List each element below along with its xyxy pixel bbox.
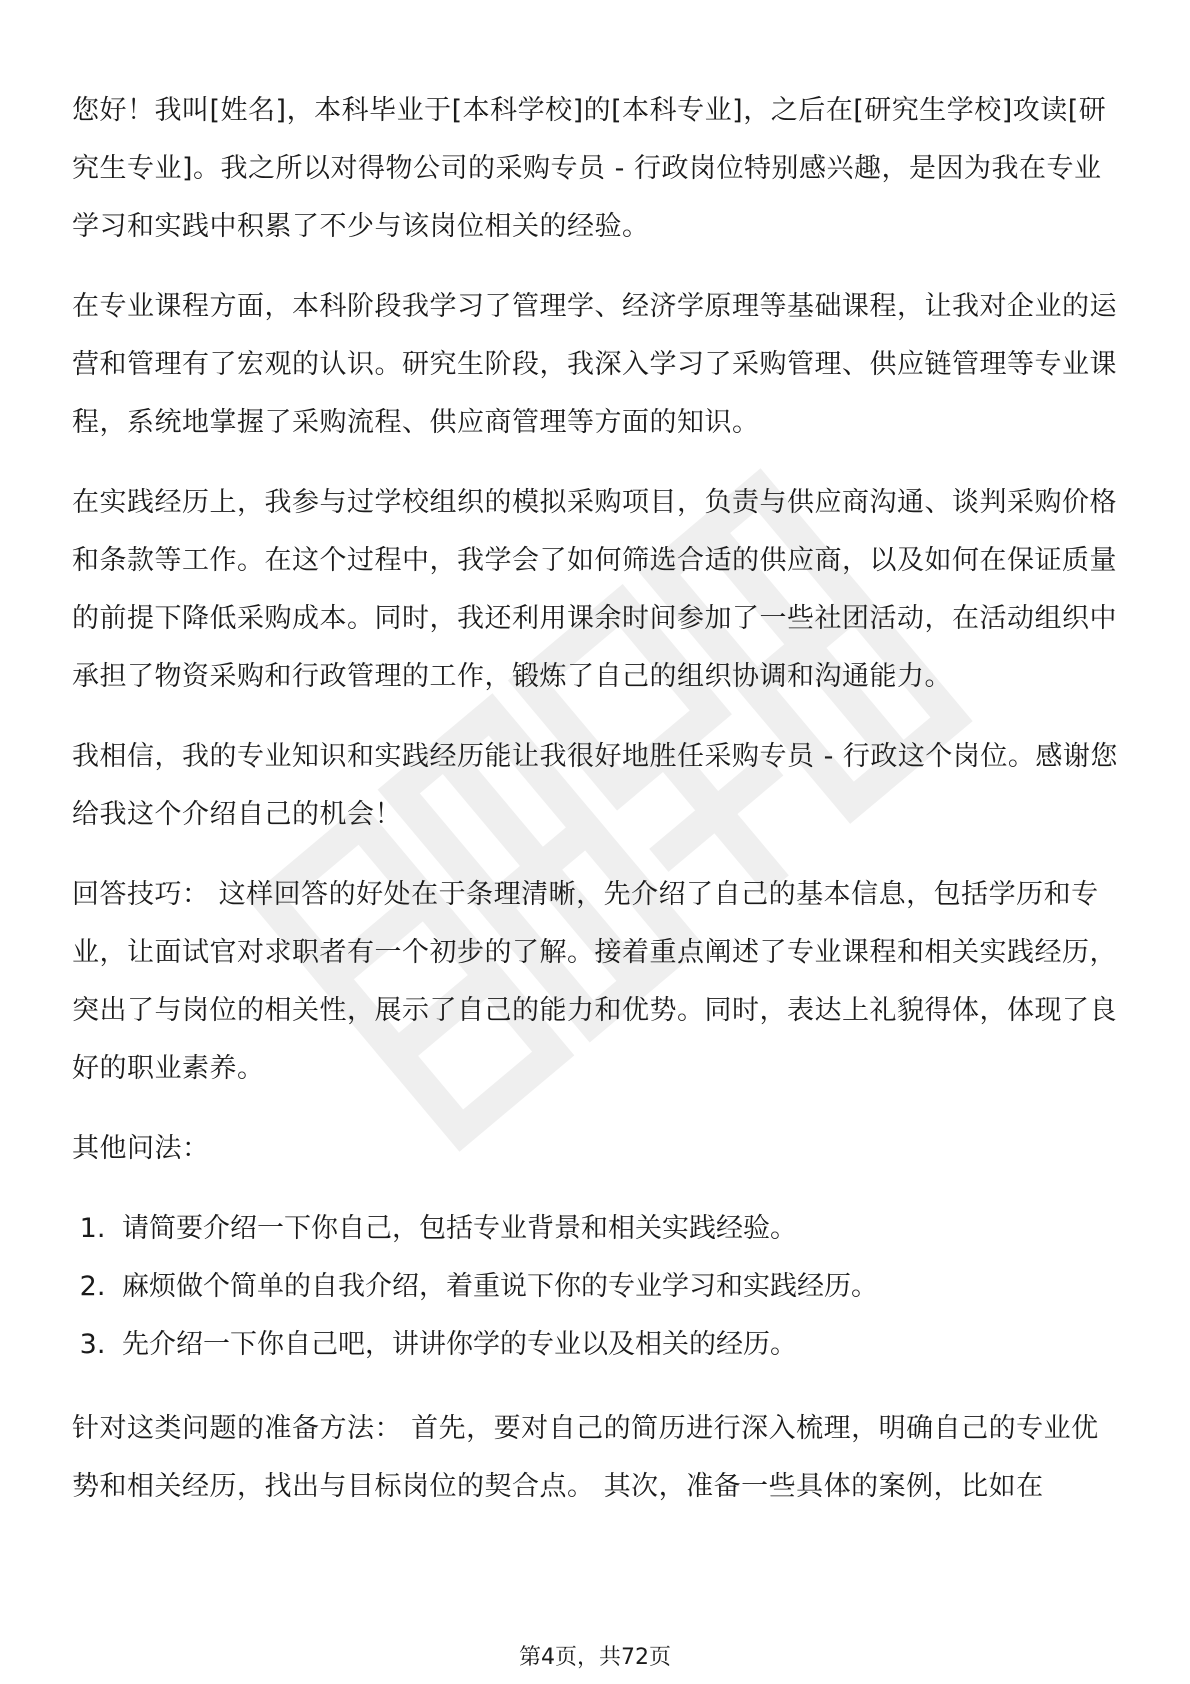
tips-paragraph: 回答技巧： 这样回答的好处在于条理清晰，先介绍了自己的基本信息，包括学历和专业，让面试官对求职者有一个初步的了解。接着重点阐述了专业课程和相关实践经历，突出了与岗位的相关性，展示了自己的能力和优势。同时，表达上礼貌得体，体现了良好的职业素养。 (72, 879, 1117, 1084)
list-item: 3. 先介绍一下你自己吧，讲讲你学的专业以及相关的经历。 (114, 1316, 1122, 1374)
prep-paragraph: 针对这类问题的准备方法： 首先，要对自己的简历进行深入梳理，明确自己的专业优势和相关经历，找出与目标岗位的契合点。 其次，准备一些具体的案例，比如在 (72, 1413, 1099, 1502)
courses-paragraph: 在专业课程方面，本科阶段我学习了管理学、经济学原理等基础课程，让我对企业的运营和管理有了宏观的认识。研究生阶段，我深入学习了采购管理、供应链管理等专业课程，系统地掌握了采购流程、供应商管理等方面的知识。 (72, 291, 1117, 438)
closing-paragraph: 我相信，我的专业知识和实践经历能让我很好地胜任采购专员 - 行政这个岗位。感谢您给我这个介绍自己的机会！ (72, 741, 1118, 830)
alt-questions-list (72, 1200, 1122, 1374)
practice-paragraph: 在实践经历上，我参与过学校组织的模拟采购项目，负责与供应商沟通、谈判采购价格和条款等工作。在这个过程中，我学会了如何筛选合适的供应商，以及如何在保证质量的前提下降低采购成本。同时，我还利用课余时间参加了一些社团活动，在活动组织中承担了物资采购和行政管理的工作，锻炼了自己的组织协调和沟通能力。 (72, 487, 1117, 692)
list-item: 2. 麻烦做个简单的自我介绍，着重说下你的专业学习和实践经历。 (114, 1258, 1122, 1316)
list-item: 1. 请简要介绍一下你自己，包括专业背景和相关实践经验。 (114, 1200, 1122, 1258)
document-page (72, 82, 1122, 1538)
page-footer: 第4页，共72页 (519, 1645, 671, 1670)
intro-paragraph: 您好！我叫[姓名]，本科毕业于[本科学校]的[本科专业]，之后在[研究生学校]攻读[研究生专业]。我之所以对得物公司的采购专员 - 行政岗位特别感兴趣，是因为我在专业学习和实践中积累了不少与该岗位相关的经验。 (72, 95, 1107, 242)
other-questions-heading: 其他问法： (72, 1133, 210, 1164)
